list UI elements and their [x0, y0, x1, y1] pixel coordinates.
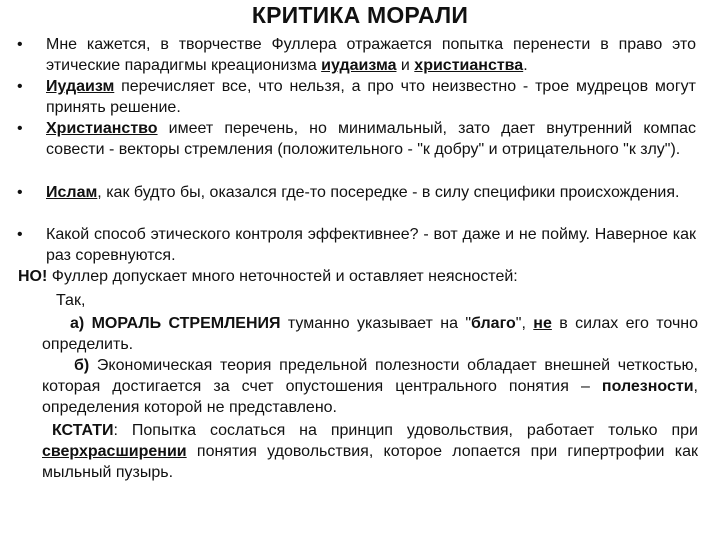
text: Экономическая теория предельной полезности обладает внешней четкостью, которая достигается за счет опустошения центрального понятия –	[42, 357, 698, 395]
bullet-marker: •	[17, 78, 23, 95]
text: ",	[515, 315, 534, 332]
term-not: не	[533, 315, 552, 332]
bullet-text-5	[46, 224, 696, 266]
bullet-text-3	[46, 118, 696, 160]
page-title: КРИТИКА МОРАЛИ	[251, 2, 469, 28]
text: : Попытка сослаться на принцип удовольствия, работает только при	[113, 422, 698, 439]
term-good: благо	[471, 315, 516, 332]
text: , как будто бы, оказался где-то посередке - в силу специфики происхождения.	[97, 184, 680, 201]
bullet-text-2	[46, 76, 696, 118]
term-judaism: иудаизма	[321, 57, 397, 74]
bullet-marker: •	[17, 120, 23, 137]
text: понятия удовольствия, которое лопается при гипертрофии как мыльный пузырь.	[42, 443, 698, 481]
text: Фуллер допускает много неточностей и оставляет неясностей:	[47, 268, 518, 285]
term-islam: Ислам	[46, 184, 98, 201]
no-line	[18, 266, 708, 287]
term-christianity: христианства	[414, 57, 524, 74]
text: , определения которой не представлено.	[42, 378, 698, 416]
term-judaism: Иудаизм	[46, 78, 115, 95]
item-b-lead: б)	[74, 357, 90, 374]
bullet-marker: •	[17, 36, 23, 53]
item-a	[42, 313, 698, 355]
bullet-text-1	[46, 34, 696, 76]
bullet-marker: •	[17, 226, 23, 243]
text: и	[396, 57, 415, 74]
text: имеет перечень, но минимальный, зато дает внутренний компас совести - векторы стремления (положительного - "к добру" и отрицательного "к злу").	[46, 120, 696, 158]
text: в силах его точно определить.	[42, 315, 699, 353]
item-b	[42, 355, 698, 418]
term-utility: полезности	[601, 378, 694, 395]
text: перечисляет все, что нельзя, а про что неизвестно - трое мудрецов могут принять решение.	[46, 78, 696, 116]
kstati-paragraph	[42, 420, 698, 483]
term-christianity: Христианство	[46, 120, 158, 137]
item-a-lead: а) МОРАЛЬ СТРЕМЛЕНИЯ	[70, 315, 281, 332]
text: туманно указывает на "	[280, 315, 472, 332]
tak-line: Так,	[56, 292, 86, 309]
no-lead: НО!	[18, 268, 48, 285]
term-hyperexpansion: сверхрасширении	[42, 443, 187, 460]
text: Мне кажется, в творчестве Фуллера отражается попытка перенести в право это этические парадигмы креационизма	[46, 36, 696, 74]
bullet-text-4	[46, 182, 696, 203]
text: Какой способ этического контроля эффективнее? - вот даже и не пойму. Наверное как раз соревнуются.	[46, 226, 696, 264]
bullet-marker: •	[17, 184, 23, 201]
kstati-lead: КСТАТИ	[52, 422, 114, 439]
text: .	[523, 57, 528, 74]
